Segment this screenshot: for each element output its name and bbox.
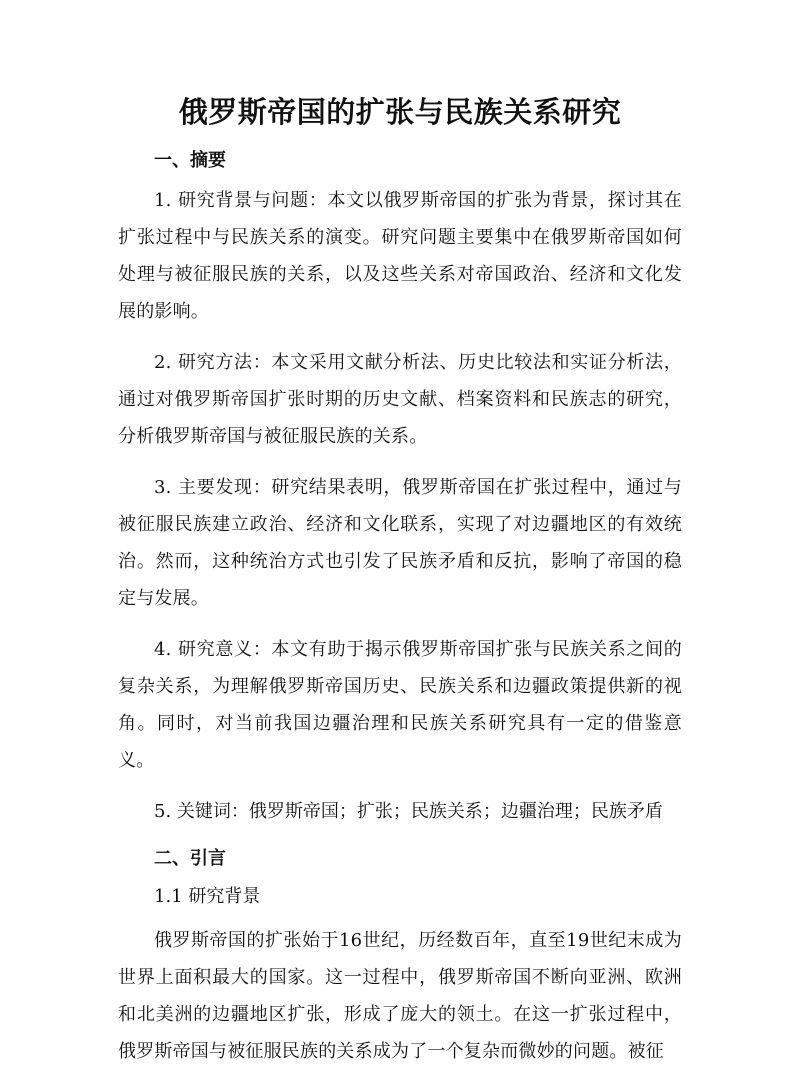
abstract-keywords: 5. 关键词：俄罗斯帝国；扩张；民族关系；边疆治理；民族矛盾 (154, 801, 663, 822)
abstract-item-findings: 3. 主要发现：研究结果表明，俄罗斯帝国在扩张过程中，通过与被征服民族建立政治、经济和文化联系，实现了对边疆地区的有效统治。然而，这种统治方式也引发了民族矛盾和反抗，影响了帝国的稳定与发展。 (118, 477, 682, 609)
introduction-paragraph: 俄罗斯帝国的扩张始于16世纪，历经数百年，直至19世纪末成为世界上面积最大的国家。这一过程中，俄罗斯帝国不断向亚洲、欧洲和北美洲的边疆地区扩张，形成了庞大的领土。在这一扩张过程中，俄罗斯帝国与被征服民族的关系成为了一个复杂而微妙的问题。被征 (118, 930, 682, 1062)
abstract-item-methods: 2. 研究方法：本文采用文献分析法、历史比较法和实证分析法，通过对俄罗斯帝国扩张时期的历史文献、档案资料和民族志的研究，分析俄罗斯帝国与被征服民族的关系。 (118, 352, 682, 447)
abstract-item-background: 1. 研究背景与问题：本文以俄罗斯帝国的扩张为背景，探讨其在扩张过程中与民族关系的演变。研究问题主要集中在俄罗斯帝国如何处理与被征服民族的关系，以及这些关系对帝国政治、经济和文化发展的影响。 (118, 190, 682, 322)
document-title: 俄罗斯帝国的扩张与民族关系研究 (178, 95, 622, 129)
introduction-subheading: 1.1 研究背景 (154, 886, 261, 907)
abstract-item-significance: 4. 研究意义：本文有助于揭示俄罗斯帝国扩张与民族关系之间的复杂关系，为理解俄罗斯帝国历史、民族关系和边疆政策提供新的视角。同时，对当前我国边疆治理和民族关系研究具有一定的借鉴意义。 (118, 639, 682, 771)
abstract-heading: 一、摘要 (154, 150, 226, 171)
introduction-heading: 二、引言 (154, 848, 226, 869)
